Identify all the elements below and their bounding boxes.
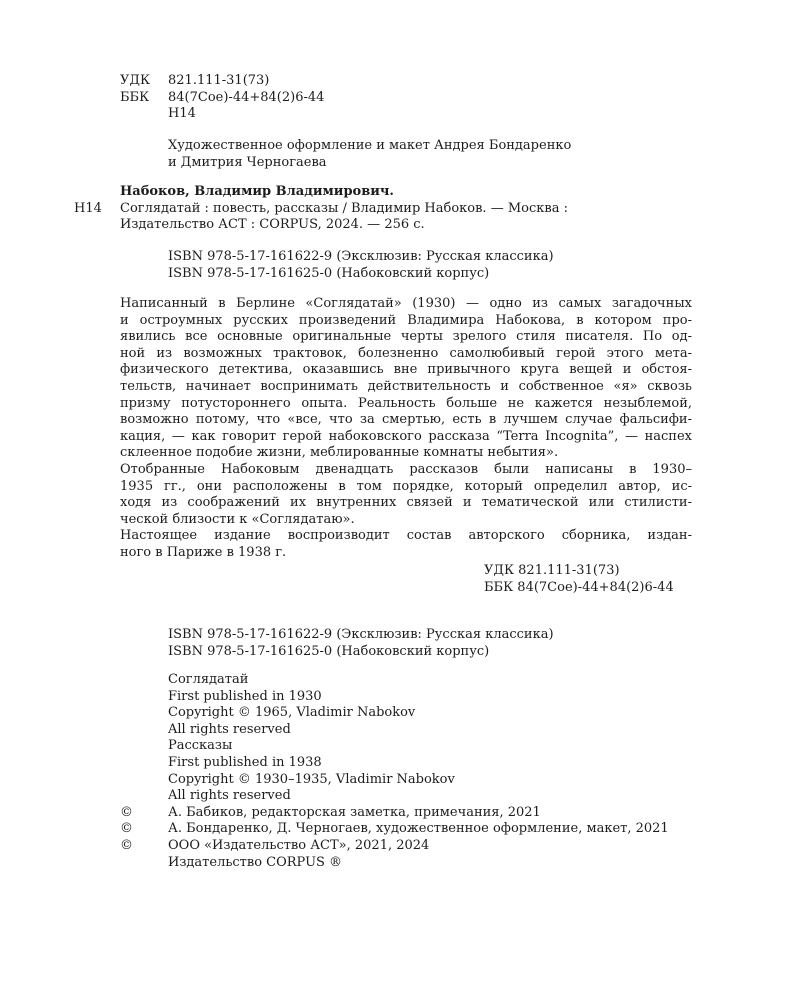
bbk-label: ББК bbox=[120, 89, 150, 105]
udk-value: 821.111-31(73) bbox=[168, 73, 270, 88]
copyright-text: ООО «Издательство АСТ», 2021, 2024 bbox=[168, 837, 430, 853]
annotation bbox=[120, 296, 692, 562]
annotation-paragraph-3 bbox=[120, 528, 692, 561]
rights-line: Copyright © 1930–1935, Vladimir Nabokov bbox=[168, 771, 455, 787]
annotation-line: возможно потому, что «все, что за смертью, есть в лучшем случае фальсифи- bbox=[120, 412, 692, 428]
author-mark: Н14 bbox=[168, 106, 196, 122]
annotation-line: физического детектива, оказавшись вне привычного круга вещей и обстоя- bbox=[120, 362, 692, 378]
annotation-line: тельств, начинает воспринимать действительность и собственное «я» сквозь bbox=[120, 378, 692, 394]
rights-line: Соглядатай bbox=[168, 672, 249, 687]
isbn-bottom bbox=[168, 627, 554, 660]
description-line: Издательство АСТ : CORPUS, 2024. — 256 с. bbox=[120, 217, 425, 233]
isbn-line: ISBN 978-5-17-161625-0 (Набоковский корпус) bbox=[168, 265, 490, 281]
copyright-symbol: © bbox=[120, 837, 133, 853]
annotation-line: ного в Париже в 1938 г. bbox=[120, 544, 287, 560]
rights-block bbox=[120, 672, 669, 871]
annotation-line: ческой близости к «Соглядатаю». bbox=[120, 511, 355, 527]
rights-line: Рассказы bbox=[168, 738, 233, 754]
bbk-row bbox=[120, 90, 324, 107]
udk-label: УДК bbox=[120, 73, 151, 88]
design-credit bbox=[168, 138, 571, 171]
annotation-line: явились все основные оригинальные черты зрелого стиля писателя. По од- bbox=[120, 329, 692, 345]
isbn-line: ISBN 978-5-17-161622-9 (Эксклюзив: Русская классика) bbox=[168, 627, 554, 642]
copyright-notice bbox=[120, 837, 669, 855]
copyright-text: А. Бондаренко, Д. Черногаев, художественное оформление, макет, 2021 bbox=[168, 821, 669, 837]
annotation-line: склеенное подобие жизни, меблированные комнаты небытия». bbox=[120, 445, 559, 461]
bbk-value: 84(7Сое)-44+84(2)6-44 bbox=[168, 89, 325, 105]
rights-line: All rights reserved bbox=[168, 788, 291, 804]
author-heading: Набоков, Владимир Владимирович. bbox=[120, 184, 394, 199]
annotation-line: призму потустороннего опыта. Реальность больше не кажется незыблемой, bbox=[120, 395, 692, 411]
catalog-description bbox=[74, 200, 668, 234]
annotation-paragraph-2 bbox=[120, 462, 692, 528]
design-credit-line: Художественное оформление и макет Андрея Бондаренко bbox=[168, 138, 572, 153]
annotation-line: кация, — как говорит герой набоковского рассказа “Terra Incognita”, — наспех bbox=[120, 428, 692, 444]
margin-mark: Н14 bbox=[74, 200, 102, 216]
copyright-notice bbox=[120, 821, 669, 838]
udk-repeat: УДК 821.111-31(73) bbox=[484, 563, 620, 578]
annotation-line: Отобранные Набоковым двенадцать рассказов были написаны в 1930– bbox=[120, 461, 692, 477]
author-mark-row bbox=[120, 106, 324, 123]
annotation-line: Написанный в Берлине «Соглядатай» (1930) — одно из самых загадочных bbox=[120, 296, 692, 311]
classification-repeat bbox=[484, 563, 674, 596]
rights-line: Copyright © 1965, Vladimir Nabokov bbox=[168, 705, 416, 721]
isbn-line: ISBN 978-5-17-161625-0 (Набоковский корпус) bbox=[168, 643, 490, 659]
rights-line: First published in 1930 bbox=[168, 688, 322, 704]
annotation-line: ной из возможных трактовок, болезненно самолюбивый герой этого мета- bbox=[120, 345, 692, 361]
annotation-line: ходя из соображений их внутренних связей и тематической или стилисти- bbox=[120, 495, 692, 511]
imprint: Издательство CORPUS ® bbox=[168, 854, 343, 870]
classification-block bbox=[120, 73, 324, 123]
copyright-symbol: © bbox=[120, 821, 133, 837]
annotation-line: 1935 гг., они расположены в том порядке, который определил автор, ис- bbox=[120, 478, 692, 494]
isbn-top bbox=[168, 249, 554, 282]
isbn-line: ISBN 978-5-17-161622-9 (Эксклюзив: Русская классика) bbox=[168, 249, 554, 264]
annotation-paragraph-1 bbox=[120, 296, 692, 462]
catalog-entry bbox=[74, 184, 668, 234]
description-line: Соглядатай : повесть, рассказы / Владимир Набоков. — Москва : bbox=[120, 200, 568, 216]
bbk-repeat: ББК 84(7Сое)-44+84(2)6-44 bbox=[484, 579, 674, 595]
design-credit-line: и Дмитрия Черногаева bbox=[168, 154, 327, 170]
copyright-symbol: © bbox=[120, 804, 133, 820]
rights-line: First published in 1938 bbox=[168, 754, 322, 770]
annotation-line: Настоящее издание воспроизводит состав авторского сборника, издан- bbox=[120, 528, 692, 544]
copyright-text: А. Бабиков, редакторская заметка, примечания, 2021 bbox=[168, 804, 541, 820]
annotation-line: и остроумных русских произведений Владимира Набокова, в котором про- bbox=[120, 312, 692, 328]
copyright-notice bbox=[120, 804, 669, 822]
udk-row bbox=[120, 73, 324, 90]
rights-line: All rights reserved bbox=[168, 721, 291, 737]
